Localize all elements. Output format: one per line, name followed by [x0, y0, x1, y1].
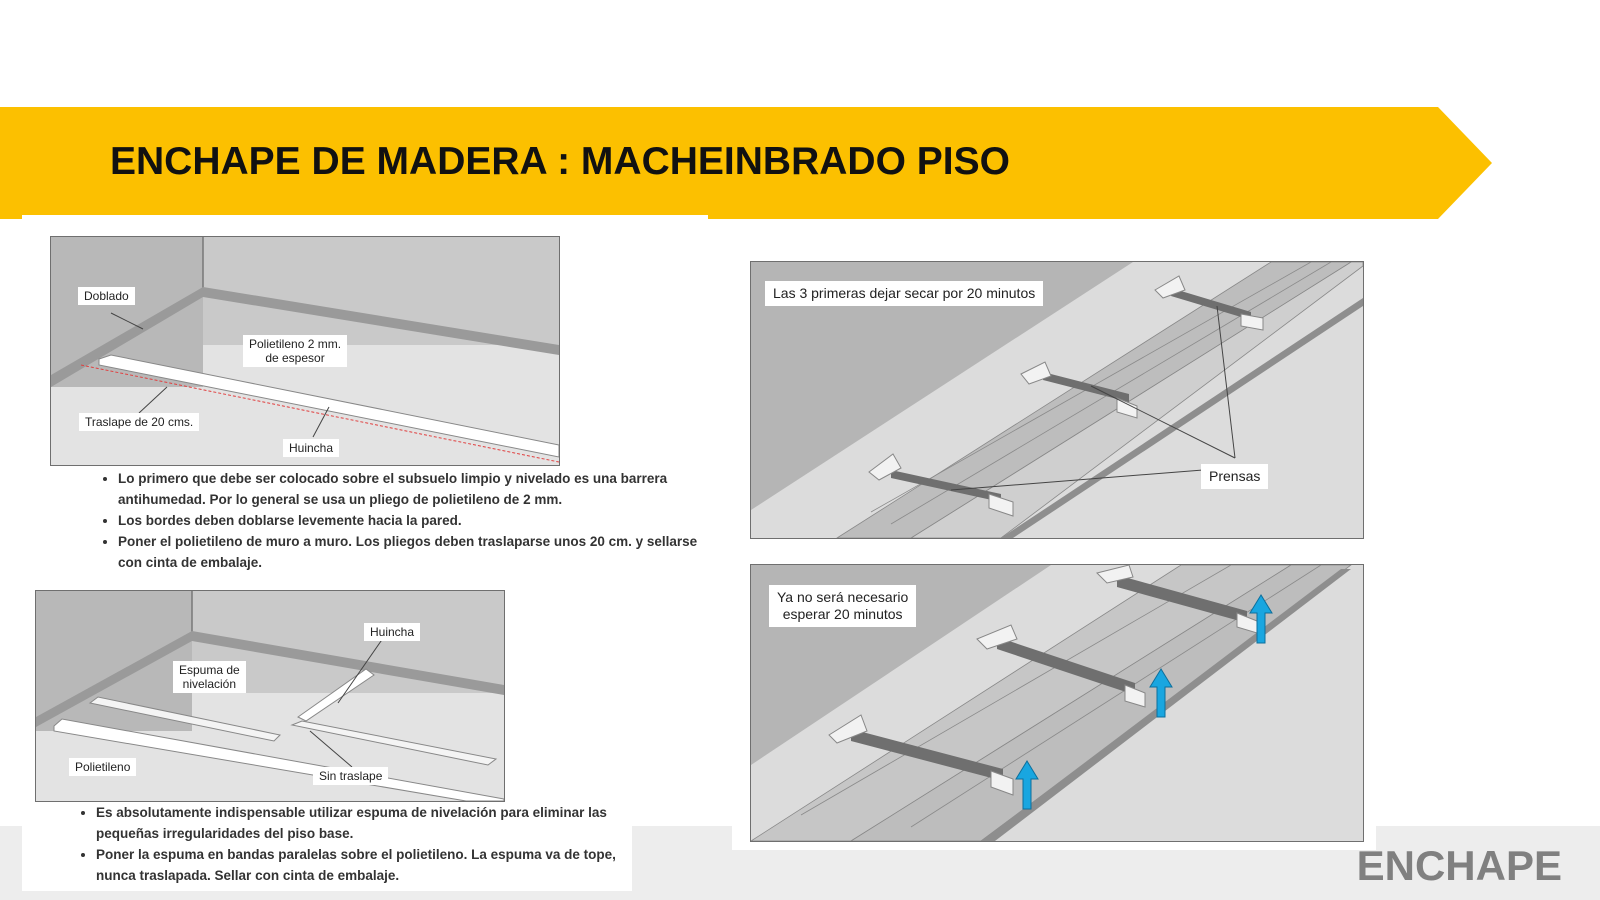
watermark-enchape: ENCHAPE [1356, 842, 1562, 889]
bullet-2-2: • Poner la espuma en bandas paralelas sobre el polietileno. La espuma va de tope, nunca traslapada. Sellar con cinta de embalaje. [96, 844, 656, 886]
figure-sin-espera-illustration [750, 564, 1364, 842]
label-no-esperar: Ya no será necesario esperar 20 minutos [769, 585, 916, 627]
figure-polietileno-illustration [50, 236, 560, 466]
label-polietileno-2: Polietileno [69, 758, 136, 776]
bullet-1-3: • Poner el polietileno de muro a muro. Los pliegos deben traslaparse unos 20 cm. y sellarse con cinta de embalaje. [118, 531, 708, 573]
label-polietileno: Polietileno 2 mm. de espesor [243, 335, 347, 367]
bullet-1-2: • Los bordes deben doblarse levemente hacia la pared. [118, 510, 708, 531]
bullet-list-2 [78, 802, 656, 886]
bullet-list-1 [100, 468, 708, 573]
label-espuma: Espuma de nivelación [173, 661, 246, 693]
figure-prensas-illustration [750, 261, 1364, 539]
page-title: ENCHAPE DE MADERA : MACHEINBRADO PISO [110, 140, 1010, 183]
label-prensas: Prensas [1201, 464, 1268, 489]
label-secar: Las 3 primeras dejar secar por 20 minutos [765, 281, 1043, 306]
figure-espuma-illustration [35, 590, 505, 802]
label-doblado: Doblado [78, 287, 135, 305]
bullet-1-1: • Lo primero que debe ser colocado sobre el subsuelo limpio y nivelado es una barrera antihumedad. Por lo general se usa un pliego de polietileno de 2 mm. [118, 468, 708, 510]
bullet-2-1: • Es absolutamente indispensable utilizar espuma de nivelación para eliminar las pequeñas irregularidades del piso base. [96, 802, 656, 844]
label-huincha: Huincha [283, 439, 339, 457]
label-huincha-2: Huincha [364, 623, 420, 641]
label-traslape: Traslape de 20 cms. [79, 413, 199, 431]
label-sin-traslape: Sin traslape [313, 767, 388, 785]
